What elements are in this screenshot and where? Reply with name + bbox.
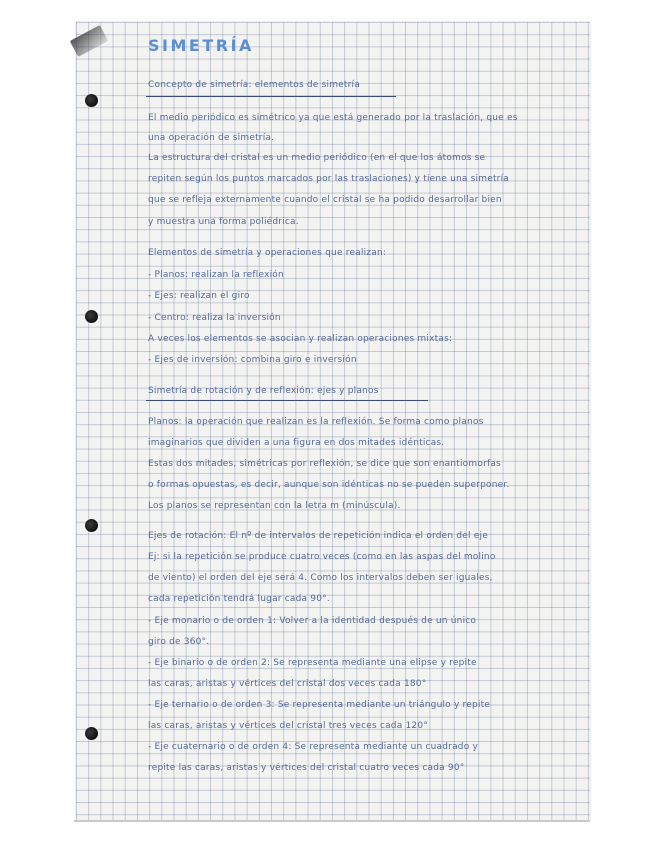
heading-underline xyxy=(146,96,396,97)
text-line: repiten según los puntos marcados por las traslaciones) y tiene una simetría xyxy=(148,174,510,184)
text-line: repite las caras, aristas y vértices del cristal cuatro veces cada 90° xyxy=(148,763,465,773)
list-item: - Centro: realiza la inversión xyxy=(148,313,281,323)
text-line: de viento) el orden del eje será 4. Como los intervalos deben ser iguales, xyxy=(148,573,493,583)
text-line: cada repetición tendrá lugar cada 90°. xyxy=(148,594,330,604)
text-line: que se refleja externamente cuando el cristal se ha podido desarrollar bien xyxy=(148,195,502,205)
text-line: giro de 360°. xyxy=(148,637,210,647)
list-item: - Ejes: realizan el giro xyxy=(148,291,250,301)
list-item: - Eje monario o de orden 1: Volver a la identidad después de un único xyxy=(148,616,477,626)
text-line: las caras, aristas y vértices del cristal dos veces cada 180° xyxy=(148,679,427,689)
list-item: - Planos: realizan la reflexión xyxy=(148,270,284,280)
text-line: Estas dos mitades, simétricas por reflexión, se dice que son enantiomorfas xyxy=(148,459,501,469)
text-line: o formas opuestas, es decir, aunque son idénticas no se pueden superponer. xyxy=(148,480,510,490)
notebook-page xyxy=(76,22,590,820)
page-corner-fold xyxy=(70,25,108,57)
text-line: Elementos de simetría y operaciones que realizan: xyxy=(148,248,387,258)
list-item: - Ejes de inversión: combina giro e inversión xyxy=(148,355,357,365)
text-line: Ej: si la repetición se produce cuatro veces (como en las aspas del molino xyxy=(148,552,496,562)
text-line: una operación de simetría. xyxy=(148,133,275,143)
binder-hole xyxy=(85,727,98,740)
text-line: A veces los elementos se asocian y realizan operaciones mixtas: xyxy=(148,334,453,344)
text-line: El medio periódico es simétrico ya que está generado por la traslación, que es xyxy=(148,113,518,123)
page-title: SIMETRÍA xyxy=(148,36,254,55)
heading-underline xyxy=(146,400,428,401)
section-heading: Concepto de simetría: elementos de simetría xyxy=(148,80,360,90)
binder-hole xyxy=(85,310,98,323)
text-line: y muestra una forma poliédrica. xyxy=(148,217,299,227)
list-item: - Eje binario o de orden 2: Se representa mediante una elipse y repite xyxy=(148,658,477,668)
text-line: imaginarios que dividen a una figura en dos mitades idénticas. xyxy=(148,438,445,448)
binder-hole xyxy=(85,519,98,532)
text-line: Los planos se representan con la letra m (minúscula). xyxy=(148,501,401,511)
list-item: - Eje ternario o de orden 3: Se representa mediante un triángulo y repite xyxy=(148,700,491,710)
text-line: Planos: la operación que realizan es la reflexión. Se forma como planos xyxy=(148,417,484,427)
section-heading: Simetría de rotación y de reflexión: ejes y planos xyxy=(148,386,379,396)
list-item: - Eje cuaternario o de orden 4: Se representa mediante un cuadrado y xyxy=(148,742,478,752)
text-line: las caras, aristas y vértices del cristal tres veces cada 120° xyxy=(148,721,428,731)
text-line: Ejes de rotación: El nº de intervalos de repetición indica el orden del eje xyxy=(148,531,488,541)
text-line: La estructura del cristal es un medio periódico (en el que los átomos se xyxy=(148,153,486,163)
binder-hole xyxy=(85,94,98,107)
